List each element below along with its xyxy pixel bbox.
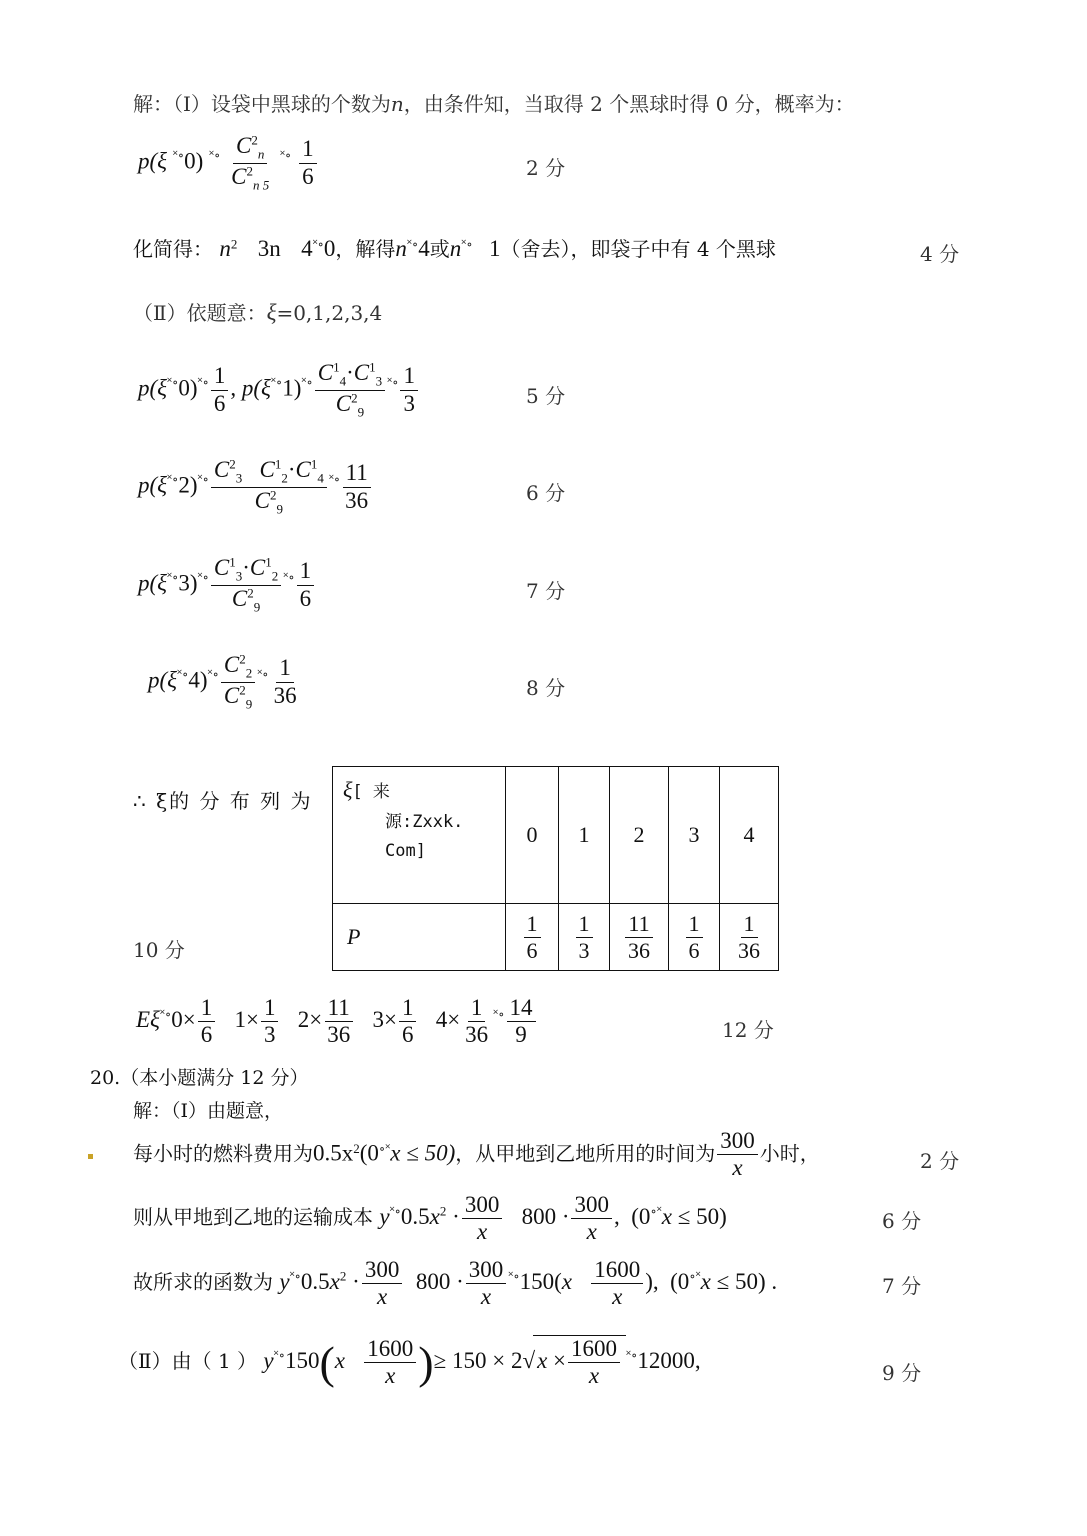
- p2-result: $\frac{11}{36}$: [342, 460, 371, 514]
- simplify-n: n: [219, 236, 231, 261]
- header-src1: [ 来: [352, 782, 390, 802]
- p2-lhs: p(ξ: [138, 472, 168, 498]
- score-12: 12 分: [722, 1018, 774, 1042]
- line4-result: 12000: [637, 1348, 695, 1374]
- p3-lhs: p(ξ: [138, 570, 168, 596]
- simplify-exp: 2: [230, 236, 238, 252]
- score-q20-7: 7 分: [882, 1274, 922, 1298]
- q20-line1: 每小时的燃料费用为$0.5x^2(0^{\circ˟}x \le 50)$，从甲地到乙地所用的时间为 $\frac{300}{x}$ 小时，: [133, 1128, 820, 1181]
- line3-expr: $y^{˟\circ}0.5x^2$ · $\frac{300}{x}$ 800 · $\frac{300}{x}$ ˟∘150(x $\frac{1600}{x}$ ), (0∘˟x ≤ 50) .: [279, 1257, 778, 1310]
- simplify-n2: n: [449, 236, 462, 261]
- table-cell-xi: [333, 767, 506, 904]
- simplify-n1: n: [395, 236, 407, 261]
- part2-label: （Ⅱ）依题意：: [133, 301, 267, 325]
- simplify-3n: 3n: [257, 236, 281, 261]
- table-cell-p-label: [333, 904, 506, 971]
- line4-text: （Ⅱ）由（ 1 ）: [118, 1349, 258, 1374]
- score-q20-6: 6 分: [882, 1209, 922, 1233]
- line1-unit: 小时，: [759, 1141, 820, 1166]
- simplify-or: 或: [429, 237, 450, 261]
- p4-result: $\frac{1}{36}$: [273, 655, 297, 708]
- p0-fraction: $\frac{1}{6}$: [211, 363, 229, 417]
- score-4: 4 分: [920, 242, 960, 266]
- table-cell-p1: $\frac{1}{3}$: [559, 904, 610, 971]
- table-cell-p4: $\frac{1}{36}$: [720, 904, 779, 971]
- header-src3: Com]: [385, 841, 426, 862]
- expect-lhs: Eξ: [136, 1007, 160, 1033]
- eq-glyph: ˟∘: [172, 147, 185, 163]
- simplify-4: 4: [301, 236, 313, 261]
- expect-result: $\frac{14}{9}$: [507, 995, 536, 1049]
- header-xi: ξ: [343, 777, 353, 802]
- score-10: 10 分: [133, 938, 185, 962]
- expectation-equation: Eξ˟∘0× $\frac{1}{6}$ 1× $\frac{1}{3}$ 2× $\frac{11}{36}$ 3× $\frac{1}{6}$ 4× $\frac{1}{36}$ ˟∘ $\frac{14}{9}$: [136, 995, 538, 1049]
- table-cell-x1: 1: [559, 767, 610, 904]
- line1-range-start: (0: [359, 1140, 379, 1166]
- score-6: 6 分: [526, 481, 566, 505]
- simplify-mid: ，解得: [335, 237, 396, 261]
- intro-rest: ，由条件知，当取得 2 个黑球时得 0 分，概率为：: [403, 92, 855, 116]
- equation-p0-p1: p(ξ˟∘0)˟∘ $\frac{1}{6}$ , p(ξ˟∘1)˟∘ $\frac{C^1_4\cdot C^1_3}{C^2_9}$ ˟∘ $\frac{1}{3}$: [138, 360, 420, 420]
- q20-line2: [133, 1192, 727, 1246]
- p0-val: 0): [178, 375, 198, 401]
- p4-val: 4): [188, 667, 208, 693]
- line2-text: 则从甲地到乙地的运输成本: [133, 1205, 373, 1230]
- table-cell-x4: 4: [720, 767, 779, 904]
- equation-p2: p(ξ˟∘2)˟∘ $\frac{C^2_3 C^1_2\cdot C^1_4}{C^2_9}$ ˟∘ $\frac{11}{36}$: [138, 457, 373, 517]
- equation-p-xi-0: [138, 133, 319, 193]
- intro-text: 解：（Ⅰ）设袋中黑球的个数为: [133, 92, 391, 116]
- simplify-prefix: 化简得：: [133, 237, 213, 261]
- dist-label: ∴ ξ的 分 布 列 为: [133, 789, 313, 813]
- line2-expr: $y^{˟\circ}0.5x^2$ · $\frac{300}{x}$ 800 · $\frac{300}{x}$ , (0∘˟x ≤ 50): [379, 1192, 727, 1245]
- simplify-root1: 4: [418, 236, 430, 261]
- p3-fraction: $\frac{C^1_3\cdot C^1_2}{C^2_9}$: [211, 555, 281, 615]
- q20-line4: [118, 1335, 701, 1390]
- p1-val: 1): [282, 375, 302, 401]
- p1-lhs: p(ξ: [241, 375, 271, 401]
- line1-text: 每小时的燃料费用为: [133, 1141, 313, 1166]
- p4-lhs: p(ξ: [148, 667, 178, 693]
- p3-result: $\frac{1}{6}$: [297, 558, 315, 612]
- score-2: 2 分: [526, 156, 566, 180]
- eq1-fraction: $\frac{C^2_n}{C^2_{n 5}}$: [231, 132, 270, 193]
- eq1-val: 0): [184, 148, 204, 174]
- score-q20-9: 9 分: [882, 1361, 922, 1385]
- table-cell-x0: 0: [506, 767, 559, 904]
- score-5: 5 分: [526, 384, 566, 408]
- eq1-result: $\frac{1}{6}$: [299, 136, 317, 190]
- simplify-0: 0: [323, 236, 336, 261]
- line1-text2: ，从甲地到乙地所用的时间为: [455, 1141, 716, 1166]
- p2-fraction: $\frac{C^2_3 C^1_2\cdot C^1_4}{C^2_9}$: [211, 457, 327, 517]
- line3-text: 故所求的函数为: [133, 1270, 273, 1295]
- equation-p4: p(ξ˟∘4)˟∘ $\frac{C^2_2}{C^2_9}$ ˟∘ $\frac{1}{36}$: [148, 652, 302, 712]
- header-src2: 源:Zxxk.: [385, 812, 464, 833]
- table-cell-x3: 3: [669, 767, 720, 904]
- line1-range: x ≤ 50): [390, 1140, 456, 1166]
- q20-line3: [133, 1257, 777, 1311]
- simplify-line: 化简得： $n^2$ 3n 4˟∘0，解得n˟∘4或n˟∘ 1（舍去），即袋子中有 4 个黑球: [133, 236, 776, 261]
- p1-result: $\frac{1}{3}$: [400, 363, 418, 417]
- intro-var: n: [390, 92, 404, 116]
- eq1-lhs: p(ξ: [138, 148, 168, 174]
- equation-p3: p(ξ˟∘3)˟∘ $\frac{C^1_3\cdot C^1_2}{C^2_9}$ ˟∘ $\frac{1}{6}$: [138, 555, 316, 615]
- eq-glyph: ˟∘: [279, 147, 292, 163]
- simplify-tail: （舍去），即袋子中有 4 个黑球: [500, 237, 776, 261]
- distribution-table: [332, 766, 779, 971]
- line1-expr: 0.5x: [313, 1140, 354, 1166]
- q20-title: 20.（本小题满分 12 分）: [90, 1067, 309, 1089]
- part2-values: =0,1,2,3,4: [276, 301, 383, 325]
- q20-solution: 解：（Ⅰ）由题意，: [133, 1100, 284, 1122]
- table-row: [333, 904, 779, 971]
- p3-val: 3): [178, 570, 198, 596]
- eq-glyph: ˟∘: [209, 147, 221, 163]
- score-7: 7 分: [526, 579, 566, 603]
- p2-val: 2): [178, 472, 198, 498]
- p0-lhs: p(ξ: [138, 375, 168, 401]
- p4-fraction: $\frac{C^2_2}{C^2_9}$: [221, 652, 255, 712]
- part2-line: [133, 297, 382, 326]
- line4-expr: y˟∘150(x $\frac{1600}{x}$ )≥ 150 × 2√x × $\frac{1600}{x}$ ˟∘12000,: [263, 1336, 701, 1389]
- score-8: 8 分: [526, 676, 566, 700]
- part2-xi: ξ: [266, 300, 277, 325]
- table-cell-x2: 2: [610, 767, 669, 904]
- simplify-root2: 1: [488, 236, 501, 261]
- score-q20-2: 2 分: [920, 1149, 960, 1173]
- table-cell-p2: $\frac{11}{36}$: [610, 904, 669, 971]
- table-cell-p0: $\frac{1}{6}$: [506, 904, 559, 971]
- table-cell-p3: $\frac{1}{6}$: [669, 904, 720, 971]
- p-label: P: [347, 924, 361, 949]
- table-row: [333, 767, 779, 904]
- intro-line: [133, 88, 855, 117]
- bullet-marker: [88, 1154, 93, 1159]
- p1-fraction: $\frac{C^1_4\cdot C^1_3}{C^2_9}$: [315, 360, 385, 420]
